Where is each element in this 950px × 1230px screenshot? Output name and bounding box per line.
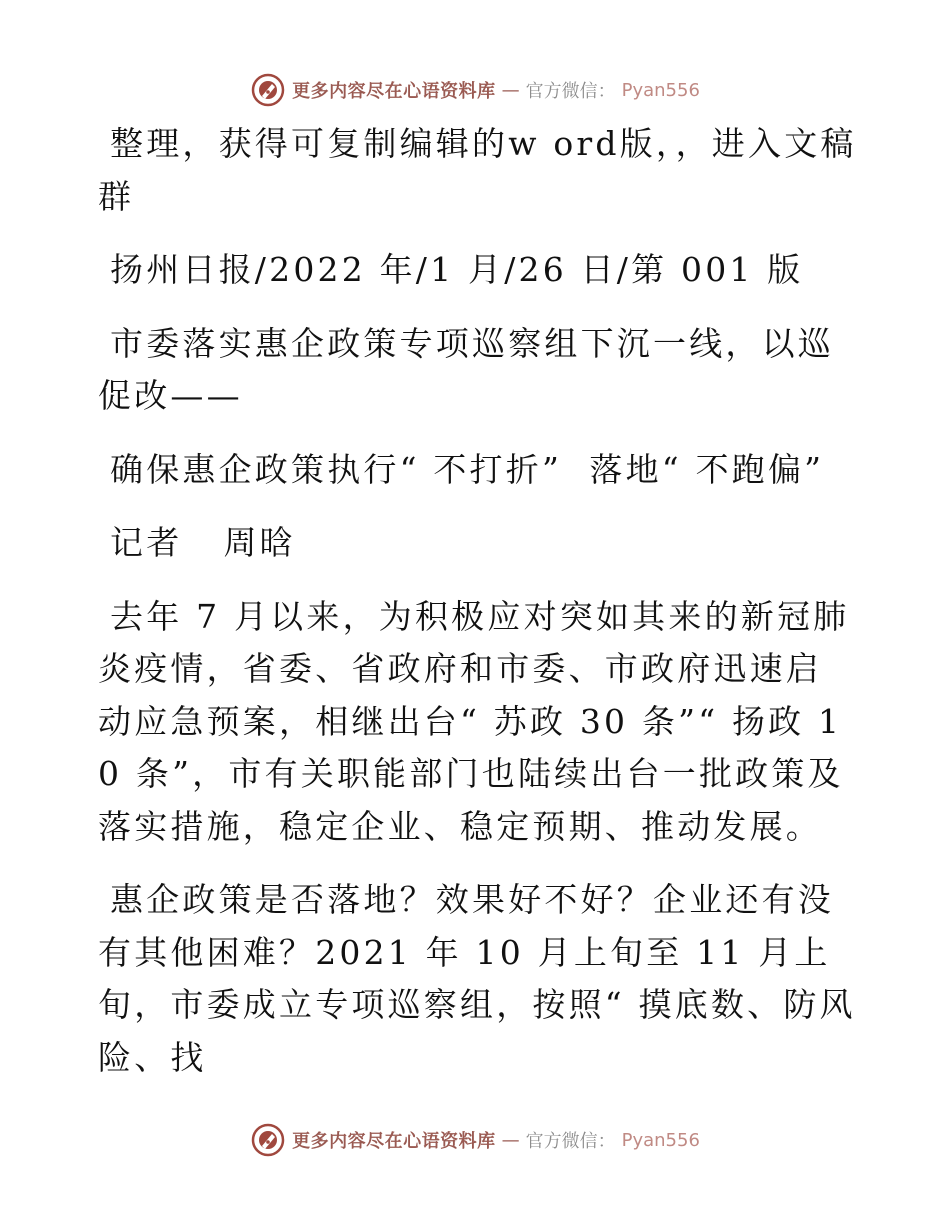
- intro-paragraph: 整理，获得可复制编辑的w ord版，，进入文稿群: [98, 124, 857, 216]
- watermark-brand-text: 更多内容尽在心语资料库: [292, 81, 496, 102]
- watermark-separator: —: [501, 79, 520, 101]
- source-line: 扬州日报/2022 年/1 月/26 日/第 001 版: [110, 250, 804, 289]
- watermark-separator: —: [501, 1129, 520, 1151]
- watermark-label: 官方微信：: [525, 1131, 616, 1152]
- pen-nib-logo-icon: [250, 72, 286, 108]
- byline: 记者 周晗: [110, 523, 296, 562]
- watermark-wechat-id: Pyan556: [621, 79, 700, 101]
- watermark-label: 官方微信：: [525, 81, 616, 102]
- body-paragraph: 惠企政策是否落地？效果好不好？企业还有没有其他困难？2021 年 10 月上旬至 11 月上旬，市委成立专项巡察组，按照“ 摸底数、防风险、找: [98, 880, 856, 1077]
- watermark-brand-text: 更多内容尽在心语资料库: [292, 1131, 496, 1152]
- watermark-wechat-id: Pyan556: [621, 1129, 700, 1151]
- header-watermark: [0, 70, 950, 110]
- footer-watermark: [0, 1120, 950, 1160]
- pen-nib-logo-icon: [250, 1122, 286, 1158]
- document-body: [98, 118, 858, 1105]
- article-headline: 确保惠企政策执行“ 不打折” 落地“ 不跑偏”: [110, 449, 825, 489]
- body-paragraph: 去年 7 月以来，为积极应对突如其来的新冠肺炎疫情，省委、省政府和市委、市政府迅速启动应急预案，相继出台“ 苏政 30 条”“ 扬政 10 条”，市有关职能部门也陆续出台一批政策及落实措施，稳定企业、稳定预期、推动发展。: [98, 596, 850, 846]
- article-kicker: 市委落实惠企政策专项巡察组下沉一线，以巡促改——: [98, 323, 834, 415]
